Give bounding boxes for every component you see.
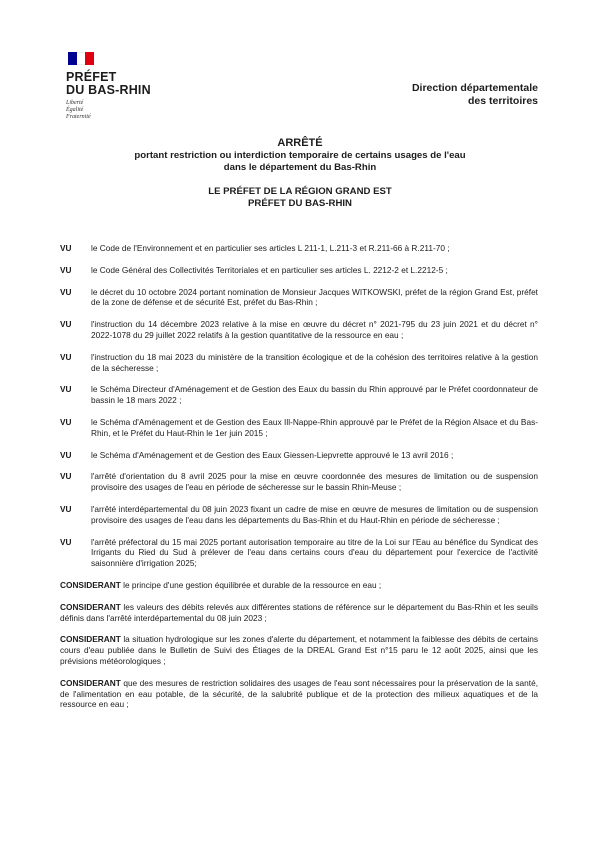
- considerant-label: CONSIDERANT: [60, 579, 121, 590]
- considerant-paragraph: [60, 634, 538, 666]
- considerant-text: le principe d'une gestion équilibrée et durable de la ressource en eau ;: [123, 579, 382, 590]
- visa-text: le Schéma Directeur d'Aménagement et de Gestion des Eaux du bassin du Rhin approuvé par le Préfet coordonnateur de bassin le 18 mars 2022 ;: [91, 384, 538, 406]
- visa-text: le Schéma d'Aménagement et de Gestion des Eaux Ill-Nappe-Rhin approuvé par le Préfet de la Région Alsace et du Bas-Rhin, et le Préfet du Haut-Rhin le 1er juin 2015 ;: [91, 416, 538, 438]
- vu-label: VU: [60, 471, 72, 482]
- vu-label: VU: [60, 351, 72, 362]
- visa-text: l'arrêté d'orientation du 8 avril 2025 pour la mise en œuvre coordonnée des mesures de limitation ou de suspension provisoire des usages de l'eau en période de sécheresse sur le bassin Rhin-Meuse ;: [91, 471, 538, 493]
- visa-paragraph: [0, 504, 595, 526]
- considerant-text: la situation hydrologique sur les zones d'alerte du département, et notamment la faiblesse des débits de certains cours d'eau publiée dans le Bulletin de Suivi des Étiages de la DREAL Grand Est n°15 paru le 12 août 2025, ainsi que les prévisions météorologiques ;: [60, 634, 538, 666]
- visa-paragraph: [0, 537, 595, 569]
- visa-paragraph: [0, 384, 595, 406]
- visa-paragraph: [0, 471, 595, 493]
- visa-paragraph: [0, 243, 595, 254]
- visa-text: le Code Général des Collectivités Territoriales et en particulier ses articles L. 2212-2 et L.2212-5 ;: [91, 264, 448, 275]
- visa-paragraph: [0, 352, 595, 374]
- marianne-flag-icon: [68, 52, 94, 65]
- document-body: [0, 235, 595, 710]
- visa-text: l'instruction du 14 décembre 2023 relative à la mise en œuvre du décret n° 2021-795 du 23 juin 2021 et du décret n° 2022-1078 du 29 juillet 2022 relatifs à la gestion quantitative de la ressource en eau ;: [91, 319, 538, 340]
- visa-text: le décret du 10 octobre 2024 portant nomination de Monsieur Jacques WITKOWSKI, préfet de la région Grand Est, préfet de la zone de défense et de sécurité Est, préfet du Bas-Rhin ;: [91, 286, 538, 308]
- visa-paragraph: [0, 417, 595, 439]
- visa-text: le Schéma d'Aménagement et de Gestion des Eaux Giessen-Liepvrette approuvé le 13 avril 2016 ;: [91, 449, 454, 460]
- vu-label: VU: [60, 286, 72, 297]
- visa-text: l'arrêté préfectoral du 15 mai 2025 portant autorisation temporaire au titre de la Loi sur l'Eau au bénéfice du Syndicat des Irrigants du Ried du Sud à prélever de l'eau dans certains cours d'eau du département pour l'exercice de l'activité saisonnière d'irrigation 2025;: [91, 536, 538, 569]
- document-title: [60, 137, 540, 210]
- vu-label: VU: [60, 503, 72, 514]
- considerant-paragraph: [60, 602, 538, 624]
- vu-label: VU: [60, 536, 72, 547]
- signing-authority: LE PRÉFET DE LA RÉGION GRAND EST PRÉFET DU BAS-RHIN: [208, 186, 392, 209]
- visa-paragraph: [0, 450, 595, 461]
- considerant-paragraph: [60, 678, 538, 710]
- vu-label: VU: [60, 264, 72, 275]
- considerant-text: les valeurs des débits relevés aux différentes stations de référence sur le département du Bas-Rhin et les seuils définis dans l'arrêté interdépartemental du 08 juin 2023 ;: [60, 601, 538, 623]
- visa-text: l'instruction du 18 mai 2023 du ministère de la transition écologique et de la cohésion des territoires relative à la gestion de la sécheresse ;: [91, 351, 538, 373]
- considerant-text: que des mesures de restriction solidaires des usages de l'eau sont nécessaires pour la préservation de la santé, de l'alimentation en eau potable, de la sécurité, de la salubrité publique et de la protection des milieux aquatiques et de la ressource en eau ;: [60, 677, 538, 710]
- prefecture-logo: [66, 52, 176, 121]
- visa-text: l'arrêté interdépartemental du 08 juin 2023 fixant un cadre de mise en œuvre de mesures de limitation ou de suspension provisoire des usages de l'eau dans les départements du Bas-Rhin et du Haut-Rhin en période de sécheresse ;: [91, 503, 538, 525]
- vu-label: VU: [60, 449, 72, 460]
- republic-motto: Liberté Égalité Fraternité: [66, 100, 91, 120]
- considerant-paragraph: [60, 580, 538, 591]
- considerant-label: CONSIDERANT: [60, 634, 121, 645]
- vu-label: VU: [60, 243, 72, 253]
- arrete-title: ARRÊTÉ: [277, 137, 323, 149]
- visa-paragraph: [0, 287, 595, 309]
- vu-label: VU: [60, 416, 72, 427]
- vu-label: VU: [60, 384, 72, 395]
- issuer-name: PRÉFET DU BAS-RHIN: [66, 70, 151, 97]
- considerant-label: CONSIDERANT: [60, 677, 121, 688]
- direction-heading: Direction départementale des territoires: [411, 82, 538, 107]
- arrete-subtitle: portant restriction ou interdiction temporaire de certains usages de l'eau dans le département du Bas-Rhin: [134, 150, 466, 173]
- vu-label: VU: [60, 319, 72, 330]
- considerant-label: CONSIDERANT: [60, 601, 121, 612]
- visa-text: le Code de l'Environnement et en particulier ses articles L 211-1, L.211-3 et R.211-66 à R.211-70 ;: [91, 243, 450, 253]
- visa-paragraph: [0, 265, 595, 276]
- visa-paragraph: [0, 319, 595, 341]
